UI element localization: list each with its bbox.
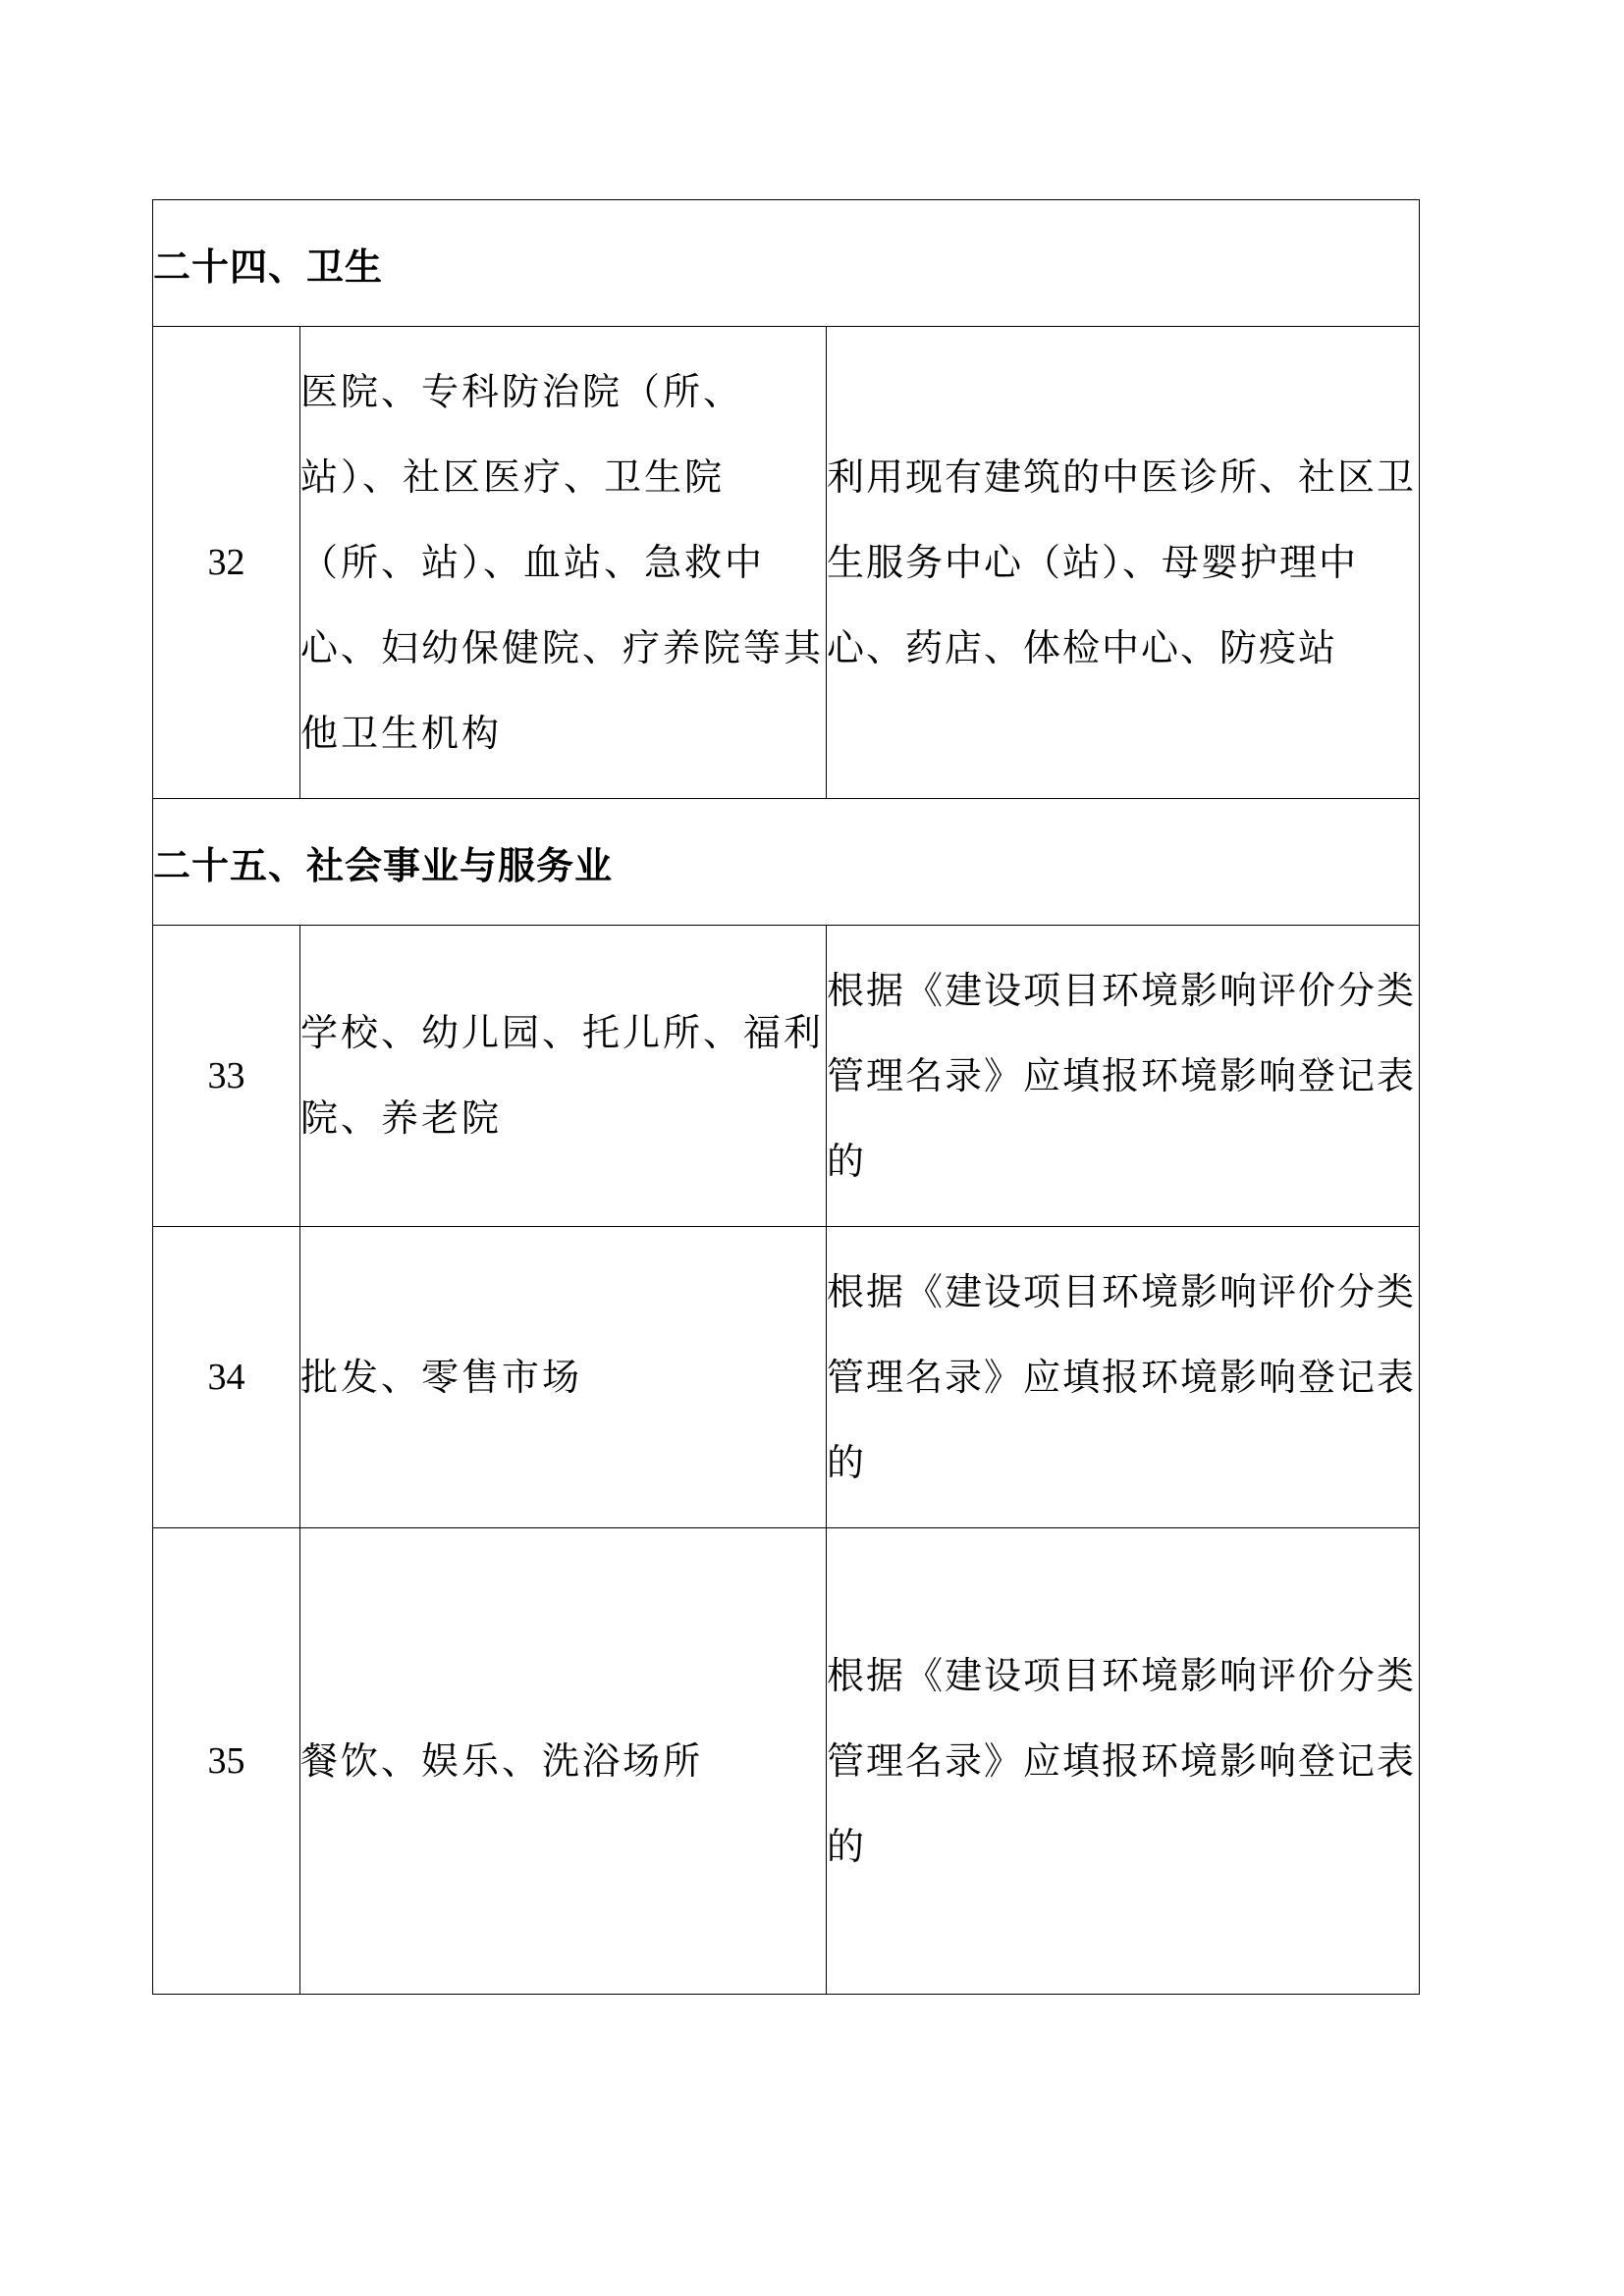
condition-text: 根据《建设项目环境影响评价分类管理名录》应填报环境影响登记表的	[827, 1227, 1420, 1528]
facility-type: 医院、专科防治院（所、站）、社区医疗、卫生院（所、站）、血站、急救中心、妇幼保健院、疗养院等其他卫生机构	[300, 327, 827, 799]
section-header-row	[153, 200, 1420, 327]
facility-type: 学校、幼儿园、托儿所、福利院、养老院	[300, 926, 827, 1227]
section-title: 二十四、卫生	[153, 200, 1420, 327]
facility-type: 批发、零售市场	[300, 1227, 827, 1528]
facility-type: 餐饮、娱乐、洗浴场所	[300, 1528, 827, 1995]
row-number: 32	[153, 327, 300, 799]
row-number: 35	[153, 1528, 300, 1995]
condition-text: 利用现有建筑的中医诊所、社区卫生服务中心（站）、母婴护理中心、药店、体检中心、防疫站	[827, 327, 1420, 799]
table-row	[153, 1227, 1420, 1528]
condition-text: 根据《建设项目环境影响评价分类管理名录》应填报环境影响登记表的	[827, 1528, 1420, 1995]
section-header-row	[153, 799, 1420, 926]
category-table	[152, 199, 1420, 1995]
table-row	[153, 327, 1420, 799]
condition-text: 根据《建设项目环境影响评价分类管理名录》应填报环境影响登记表的	[827, 926, 1420, 1227]
section-title: 二十五、社会事业与服务业	[153, 799, 1420, 926]
table-row	[153, 1528, 1420, 1995]
row-number: 33	[153, 926, 300, 1227]
table-row	[153, 926, 1420, 1227]
row-number: 34	[153, 1227, 300, 1528]
